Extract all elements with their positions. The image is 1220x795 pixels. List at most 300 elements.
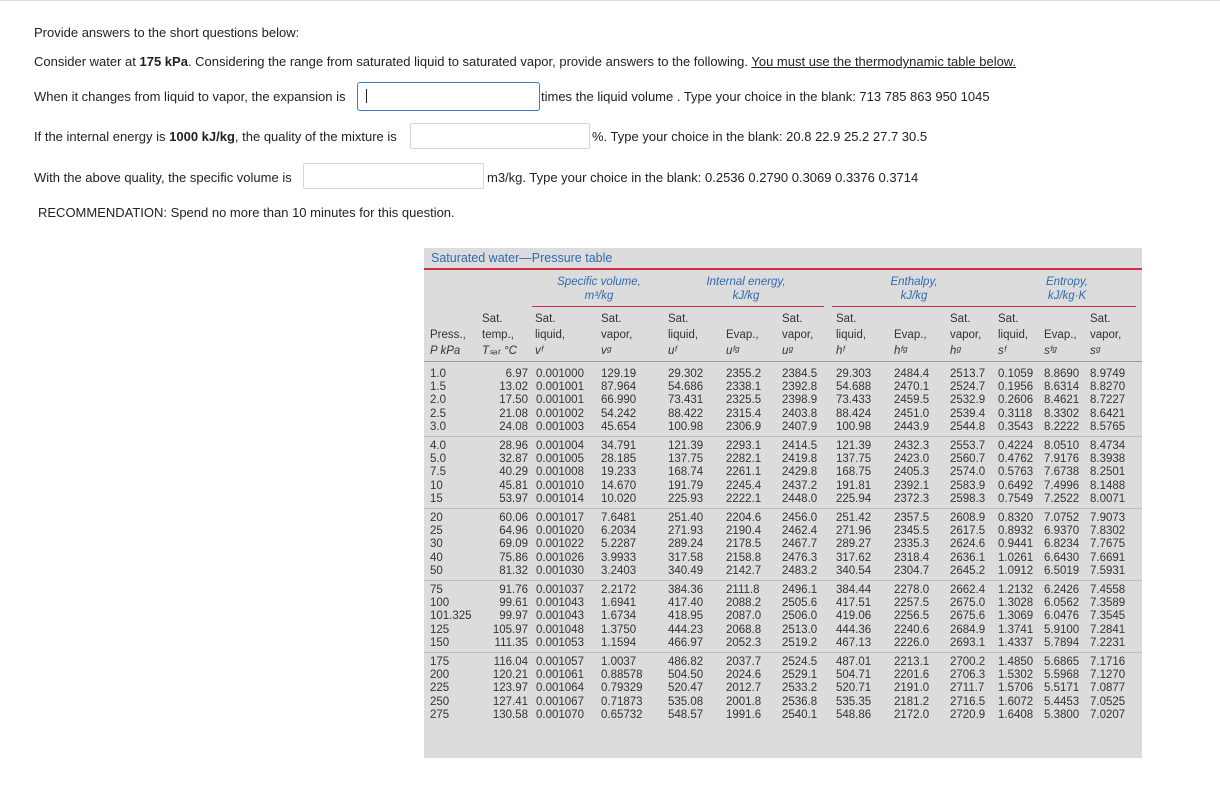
column-header-cell: vapor, xyxy=(601,329,633,341)
table-cell: 2414.5 xyxy=(782,440,818,452)
column-header-cell: sᶠ xyxy=(998,345,1007,357)
table-cell: 175 xyxy=(430,656,450,668)
table-cell: 2574.0 xyxy=(950,466,986,479)
column-header-cell: hᶠ xyxy=(836,345,845,357)
q3-answer-input[interactable] xyxy=(303,163,484,189)
column-header-cell: uᶠ xyxy=(668,345,677,357)
table-cell: 7.1716 xyxy=(1090,656,1126,668)
q1-label: When it changes from liquid to vapor, the expansion is xyxy=(34,89,346,104)
table-cell: 137.75 xyxy=(668,453,704,466)
column-header-cell: Evap., xyxy=(726,329,759,341)
table-cell: 100.98 xyxy=(836,420,872,433)
table-cell: 1.5302 xyxy=(998,669,1034,682)
column-header-cell: Sat. xyxy=(998,313,1019,325)
column-header-cell: P kPa xyxy=(430,345,461,357)
table-cell: 8.1488 xyxy=(1090,479,1126,492)
saturated-water-table xyxy=(424,248,1142,758)
table-cell: 121.39 xyxy=(836,440,872,452)
table-cell: 1.3750 xyxy=(601,623,637,636)
group-separator xyxy=(424,508,1142,509)
table-cell: 504.71 xyxy=(836,669,872,682)
table-cell: 14.670 xyxy=(601,479,637,492)
table-cell: 271.96 xyxy=(836,525,872,538)
table-cell: 2532.9 xyxy=(950,394,986,407)
table-cell: 0.001053 xyxy=(536,636,584,649)
table-cell: 0.8320 xyxy=(998,512,1034,524)
table-cell: 8.4734 xyxy=(1090,440,1126,452)
table-cell: 2636.1 xyxy=(950,551,986,564)
table-cell: 2524.5 xyxy=(782,656,818,668)
table-cell: 2278.0 xyxy=(894,584,930,596)
table-cell: 88.422 xyxy=(668,407,704,420)
table-cell: 8.2501 xyxy=(1090,466,1126,479)
table-cell: 535.08 xyxy=(668,695,704,708)
table-cell: 0.4224 xyxy=(998,440,1034,452)
table-cell: 2142.7 xyxy=(726,564,762,577)
table-cell: 4.0 xyxy=(430,440,446,452)
table-cell: 1.3741 xyxy=(998,623,1034,636)
column-header-cell: Sat. xyxy=(1090,313,1111,325)
table-cell: 7.0752 xyxy=(1044,512,1080,524)
table-cell: 340.54 xyxy=(836,564,872,577)
table-cell: 3.2403 xyxy=(601,564,637,577)
table-cell: 2357.5 xyxy=(894,512,930,524)
column-header-cell: Sat. xyxy=(601,313,622,325)
table-cell: 2443.9 xyxy=(894,420,930,433)
table-cell: 0.001000 xyxy=(536,368,584,380)
table-cell: 32.87 xyxy=(499,453,528,466)
table-cell: 8.3302 xyxy=(1044,407,1080,420)
table-cell: 2407.9 xyxy=(782,420,818,433)
table-cell: 0.001043 xyxy=(536,610,584,623)
table-cell: 2392.8 xyxy=(782,381,818,394)
table-cell: 0.001001 xyxy=(536,381,584,394)
table-cell: 2524.7 xyxy=(950,381,986,394)
table-cell: 29.302 xyxy=(668,368,704,380)
table-cell: 2178.5 xyxy=(726,538,762,551)
table-cell: 0.3543 xyxy=(998,420,1034,433)
table-cell: 0.88578 xyxy=(601,669,643,682)
table-cell: 50 xyxy=(430,564,443,577)
table-cell: 0.4762 xyxy=(998,453,1034,466)
table-cell: 2700.2 xyxy=(950,656,986,668)
table-cell: 66.990 xyxy=(601,394,637,407)
table-cell: 2245.4 xyxy=(726,479,762,492)
column-header-cell: Sat. xyxy=(950,313,971,325)
table-cell: 2451.0 xyxy=(894,407,930,420)
table-top-rule xyxy=(424,268,1142,270)
table-cell: 2583.9 xyxy=(950,479,986,492)
table-row xyxy=(424,394,1142,408)
table-cell: 168.75 xyxy=(836,466,872,479)
table-cell: 251.42 xyxy=(836,512,872,524)
recommendation-text: RECOMMENDATION: Spend no more than 10 minutes for this question. xyxy=(38,205,455,220)
table-cell: 13.02 xyxy=(499,381,528,394)
q2-label xyxy=(34,129,397,144)
table-cell: 419.06 xyxy=(836,610,872,623)
table-cell: 5.5171 xyxy=(1044,682,1080,695)
table-cell: 384.44 xyxy=(836,584,872,596)
table-cell: 99.97 xyxy=(499,610,528,623)
table-cell: 2540.1 xyxy=(782,708,818,721)
table-cell: 2553.7 xyxy=(950,440,986,452)
table-cell: 2088.2 xyxy=(726,597,762,610)
table-cell: 0.71873 xyxy=(601,695,643,708)
q1-answer-input[interactable] xyxy=(357,82,540,111)
table-row xyxy=(424,480,1142,494)
group-separator xyxy=(424,436,1142,437)
instructions-text: Provide answers to the short questions below: xyxy=(34,25,300,40)
column-header-cell: sᵍ xyxy=(1090,345,1101,357)
table-cell: 2467.7 xyxy=(782,538,818,551)
table-cell: 1.3028 xyxy=(998,597,1034,610)
table-row xyxy=(424,597,1142,611)
table-cell: 0.001064 xyxy=(536,682,584,695)
table-cell: 5.7894 xyxy=(1044,636,1080,649)
table-cell: 111.35 xyxy=(494,636,528,649)
column-header-cell: vapor, xyxy=(1090,329,1122,341)
table-cell: 2204.6 xyxy=(726,512,762,524)
table-row xyxy=(424,453,1142,467)
table-cell: 2716.5 xyxy=(950,695,986,708)
table-cell: 1.4850 xyxy=(998,656,1034,668)
group-header-unit: kJ/kg xyxy=(900,290,928,302)
column-header-cell: vapor, xyxy=(950,329,982,341)
table-cell: 0.001067 xyxy=(536,695,584,708)
table-cell: 6.0476 xyxy=(1044,610,1080,623)
table-cell: 2372.3 xyxy=(894,492,930,505)
group-header-specific-volume xyxy=(544,275,654,303)
table-cell: 28.185 xyxy=(601,453,637,466)
table-cell: 1.5706 xyxy=(998,682,1034,695)
column-header-cell: Tₛₐₜ °C xyxy=(482,345,517,357)
table-cell: 2398.9 xyxy=(782,394,818,407)
column-header-cell: Sat. xyxy=(836,313,857,325)
group-header-line: Specific volume, xyxy=(557,276,641,288)
table-cell: 2261.1 xyxy=(726,466,762,479)
table-cell: 8.3938 xyxy=(1090,453,1126,466)
table-cell: 2226.0 xyxy=(894,636,930,649)
table-cell: 7.0525 xyxy=(1090,695,1126,708)
table-row xyxy=(424,368,1142,382)
column-header-cell: Sat. xyxy=(535,313,556,325)
table-cell: 100.98 xyxy=(668,420,704,433)
table-row xyxy=(424,493,1142,507)
table-cell: 2191.0 xyxy=(894,682,930,695)
table-cell: 466.97 xyxy=(668,636,704,649)
table-cell: 6.5019 xyxy=(1044,564,1080,577)
table-row xyxy=(424,512,1142,526)
table-cell: 25 xyxy=(430,525,443,538)
table-cell: 53.97 xyxy=(499,492,528,505)
table-cell: 7.6738 xyxy=(1044,466,1080,479)
table-cell: 487.01 xyxy=(836,656,872,668)
table-cell: 8.6421 xyxy=(1090,407,1126,420)
group-header-unit: kJ/kg xyxy=(732,290,760,302)
table-row xyxy=(424,440,1142,454)
table-cell: 2.0 xyxy=(430,394,446,407)
table-cell: 340.49 xyxy=(668,564,704,577)
intro-paragraph xyxy=(34,54,1016,69)
table-cell: 73.431 xyxy=(668,394,704,407)
table-cell: 127.41 xyxy=(492,695,528,708)
intro-middle: . Considering the range from saturated liquid to saturated vapor, provide answers to the following. xyxy=(187,54,752,69)
table-cell: 2012.7 xyxy=(726,682,762,695)
table-cell: 317.62 xyxy=(836,551,872,564)
table-cell: 54.688 xyxy=(836,381,872,394)
table-cell: 8.7227 xyxy=(1090,394,1126,407)
table-cell: 6.0562 xyxy=(1044,597,1080,610)
table-cell: 2052.3 xyxy=(726,636,762,649)
table-cell: 200 xyxy=(430,669,450,682)
table-cell: 0.6492 xyxy=(998,479,1034,492)
table-cell: 3.0 xyxy=(430,420,446,433)
table-cell: 2662.4 xyxy=(950,584,986,596)
q2-answer-input[interactable] xyxy=(410,123,590,149)
table-cell: 520.47 xyxy=(668,682,704,695)
table-cell: 1.6941 xyxy=(601,597,637,610)
table-cell: 8.8270 xyxy=(1090,381,1126,394)
table-cell: 1.1594 xyxy=(601,636,637,649)
table-cell: 40 xyxy=(430,551,443,564)
table-cell: 2355.2 xyxy=(726,368,762,380)
table-cell: 2338.1 xyxy=(726,381,762,394)
table-cell: 60.06 xyxy=(499,512,528,524)
table-cell: 8.5765 xyxy=(1090,420,1126,433)
table-cell: 2384.5 xyxy=(782,368,818,380)
table-cell: 2181.2 xyxy=(894,695,930,708)
table-cell: 2.2172 xyxy=(601,584,637,596)
table-cell: 101.325 xyxy=(430,610,472,623)
table-cell: 2190.4 xyxy=(726,525,762,538)
table-row xyxy=(424,656,1142,670)
table-cell: 275 xyxy=(430,708,450,721)
table-cell: 2111.8 xyxy=(726,584,760,596)
table-cell: 0.001010 xyxy=(536,479,584,492)
column-header-cell: liquid, xyxy=(535,329,566,341)
table-cell: 0.001020 xyxy=(536,525,584,538)
group-header-line: Entropy, xyxy=(1046,276,1088,288)
table-cell: 1.0 xyxy=(430,368,446,380)
table-row xyxy=(424,637,1142,651)
group-header-unit: kJ/kg·K xyxy=(1047,290,1087,302)
column-header-cell: liquid, xyxy=(998,329,1029,341)
table-cell: 7.0207 xyxy=(1090,708,1126,721)
table-cell: 486.82 xyxy=(668,656,704,668)
table-cell: 2240.6 xyxy=(894,623,930,636)
table-cell: 8.2222 xyxy=(1044,420,1080,433)
table-cell: 317.58 xyxy=(668,551,704,564)
table-cell: 2037.7 xyxy=(726,656,762,668)
table-cell: 2345.5 xyxy=(894,525,930,538)
table-row xyxy=(424,584,1142,598)
table-cell: 2256.5 xyxy=(894,610,930,623)
column-header-cell: vᵍ xyxy=(601,345,612,357)
table-cell: 8.0071 xyxy=(1090,492,1126,505)
q3-label: With the above quality, the specific volume is xyxy=(34,170,292,185)
table-cell: 2448.0 xyxy=(782,492,818,505)
table-cell: 1.6072 xyxy=(998,695,1034,708)
q2-before: If the internal energy is xyxy=(34,129,170,144)
table-cell: 7.5931 xyxy=(1090,564,1126,577)
table-cell: 7.9176 xyxy=(1044,453,1080,466)
table-cell: 2419.8 xyxy=(782,453,818,466)
table-cell: 116.04 xyxy=(493,656,528,668)
column-header-cell: uᵍ xyxy=(782,345,793,357)
table-cell: 0.001014 xyxy=(536,492,584,505)
table-cell: 2459.5 xyxy=(894,394,930,407)
table-cell: 2405.3 xyxy=(894,466,930,479)
table-row xyxy=(424,669,1142,683)
table-cell: 289.24 xyxy=(668,538,704,551)
table-cell: 2325.5 xyxy=(726,394,762,407)
table-cell: 6.9370 xyxy=(1044,525,1080,538)
table-cell: 2476.3 xyxy=(782,551,818,564)
table-cell: 0.001005 xyxy=(536,453,584,466)
table-cell: 467.13 xyxy=(836,636,872,649)
table-cell: 1.5 xyxy=(430,381,446,394)
table-cell: 225.93 xyxy=(668,492,704,505)
intro-table-note: You must use the thermodynamic table below. xyxy=(751,54,1017,69)
group-header-unit: m³/kg xyxy=(584,290,614,302)
group-header-entropy xyxy=(1007,275,1127,303)
table-cell: 0.001048 xyxy=(536,623,584,636)
table-cell: 10.020 xyxy=(601,492,637,505)
table-cell: 2533.2 xyxy=(782,682,818,695)
table-cell: 2335.3 xyxy=(894,538,930,551)
q2-after-label: , the quality of the mixture is xyxy=(234,129,397,144)
table-cell: 251.40 xyxy=(668,512,704,524)
table-cell: 2172.0 xyxy=(894,708,930,721)
table-cell: 0.001026 xyxy=(536,551,584,564)
table-cell: 8.0510 xyxy=(1044,440,1080,452)
table-row xyxy=(424,624,1142,638)
table-cell: 2001.8 xyxy=(726,695,762,708)
table-cell: 7.6481 xyxy=(601,512,637,524)
table-cell: 2462.4 xyxy=(782,525,818,538)
table-cell: 0.8932 xyxy=(998,525,1034,538)
table-cell: 24.08 xyxy=(499,420,528,433)
table-cell: 2282.1 xyxy=(726,453,762,466)
table-cell: 0.001022 xyxy=(536,538,584,551)
table-cell: 28.96 xyxy=(499,440,528,452)
table-cell: 2423.0 xyxy=(894,453,930,466)
table-cell: 7.8302 xyxy=(1090,525,1126,538)
table-cell: 7.3545 xyxy=(1090,610,1126,623)
table-cell: 1.0261 xyxy=(998,551,1034,564)
table-cell: 2315.4 xyxy=(726,407,762,420)
table-cell: 444.23 xyxy=(668,623,704,636)
table-cell: 0.001043 xyxy=(536,597,584,610)
group-header-line: Internal energy, xyxy=(706,276,786,288)
table-cell: 2506.0 xyxy=(782,610,818,623)
table-cell: 2720.9 xyxy=(950,708,986,721)
table-cell: 2544.8 xyxy=(950,420,986,433)
table-cell: 2437.2 xyxy=(782,479,818,492)
table-cell: 99.61 xyxy=(499,597,528,610)
table-cell: 2470.1 xyxy=(894,381,930,394)
table-cell: 7.6691 xyxy=(1090,551,1126,564)
table-row xyxy=(424,696,1142,710)
table-cell: 168.74 xyxy=(668,466,704,479)
table-cell: 129.19 xyxy=(601,368,637,380)
table-cell: 0.001037 xyxy=(536,584,584,596)
table-cell: 0.001003 xyxy=(536,420,584,433)
table-cell: 2318.4 xyxy=(894,551,930,564)
table-row xyxy=(424,709,1142,723)
table-cell: 15 xyxy=(430,492,443,505)
table-cell: 2483.2 xyxy=(782,564,818,577)
table-cell: 225 xyxy=(430,682,450,695)
table-cell: 191.79 xyxy=(668,479,704,492)
table-cell: 0.2606 xyxy=(998,394,1034,407)
table-row xyxy=(424,421,1142,435)
table-cell: 504.50 xyxy=(668,669,704,682)
table-cell: 0.001008 xyxy=(536,466,584,479)
table-cell: 54.686 xyxy=(668,381,704,394)
table-cell: 520.71 xyxy=(836,682,872,695)
table-cell: 7.2522 xyxy=(1044,492,1080,505)
table-cell: 2024.6 xyxy=(726,669,762,682)
table-cell: 2484.4 xyxy=(894,368,930,380)
table-cell: 5.5968 xyxy=(1044,669,1080,682)
table-cell: 5.0 xyxy=(430,453,446,466)
table-cell: 7.9073 xyxy=(1090,512,1126,524)
table-cell: 91.76 xyxy=(499,584,528,596)
table-cell: 17.50 xyxy=(499,394,528,407)
table-cell: 7.2231 xyxy=(1090,636,1126,649)
table-cell: 1.0037 xyxy=(601,656,637,668)
table-cell: 225.94 xyxy=(836,492,872,505)
table-cell: 2.5 xyxy=(430,407,446,420)
table-cell: 1.6408 xyxy=(998,708,1034,721)
table-cell: 2693.1 xyxy=(950,636,986,649)
table-cell: 19.233 xyxy=(601,466,637,479)
table-cell: 5.9100 xyxy=(1044,623,1080,636)
table-cell: 0.001070 xyxy=(536,708,584,721)
table-cell: 2213.1 xyxy=(894,656,930,668)
table-cell: 2608.9 xyxy=(950,512,986,524)
table-cell: 150 xyxy=(430,636,450,649)
column-header-cell: Sat. xyxy=(668,313,689,325)
table-cell: 0.001001 xyxy=(536,394,584,407)
q1-choices: times the liquid volume . Type your choice in the blank: 713 785 863 950 1045 xyxy=(541,89,990,104)
table-cell: 548.86 xyxy=(836,708,872,721)
table-cell: 2304.7 xyxy=(894,564,930,577)
table-cell: 8.9749 xyxy=(1090,368,1126,380)
table-cell: 0.7549 xyxy=(998,492,1034,505)
top-divider xyxy=(0,0,1220,4)
table-cell: 2403.8 xyxy=(782,407,818,420)
table-cell: 2293.1 xyxy=(726,440,762,452)
table-cell: 2201.6 xyxy=(894,669,930,682)
column-header-cell: Evap., xyxy=(894,329,927,341)
table-cell: 1991.6 xyxy=(726,708,762,721)
table-cell: 7.1270 xyxy=(1090,669,1126,682)
column-header-cell: Press., xyxy=(430,329,466,341)
table-cell: 444.36 xyxy=(836,623,872,636)
table-cell: 417.40 xyxy=(668,597,704,610)
table-cell: 5.3800 xyxy=(1044,708,1080,721)
intro-before: Consider water at xyxy=(34,54,140,69)
q2-energy: 1000 kJ/kg xyxy=(169,129,235,144)
table-cell: 0.5763 xyxy=(998,466,1034,479)
column-header-cell: hᵍ xyxy=(950,345,961,357)
table-cell: 6.97 xyxy=(505,368,528,380)
table-cell: 20 xyxy=(430,512,443,524)
table-cell: 120.21 xyxy=(492,669,528,682)
table-cell: 2675.6 xyxy=(950,610,986,623)
